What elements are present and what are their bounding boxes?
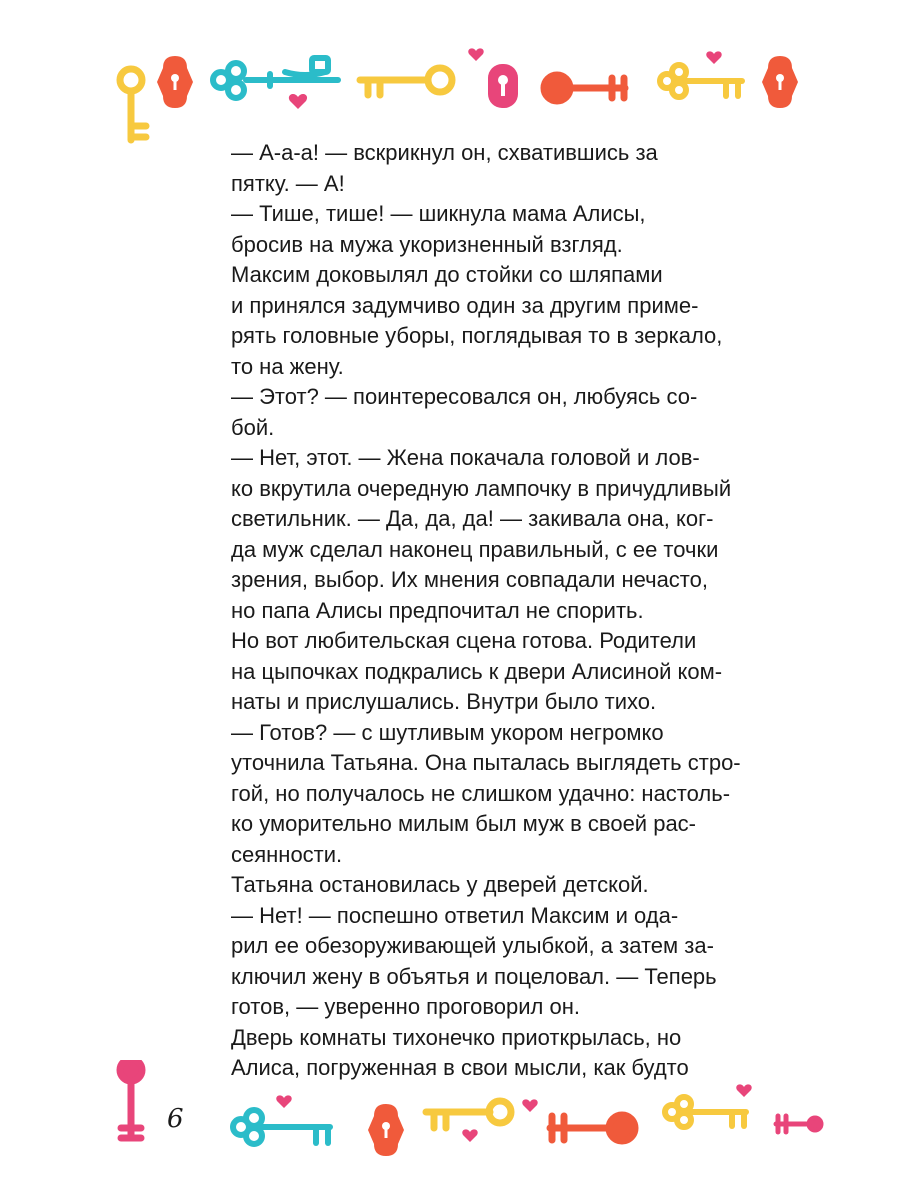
key-icon <box>120 69 146 140</box>
heart-icon <box>522 1099 537 1112</box>
key-icon <box>550 1115 635 1141</box>
key-icon <box>660 65 742 97</box>
key-icon <box>360 68 452 95</box>
paragraph: Но вот любительская сцена готова. Родители на цыпочках подкрались к двери Алисиной ком- наты и прислушались. Внутри было тихо. <box>231 628 723 714</box>
keyhole-icon <box>762 56 798 108</box>
keyhole-icon <box>488 64 518 108</box>
key-icon <box>120 1060 142 1138</box>
page-number: 6 <box>167 1104 184 1134</box>
heart-icon <box>289 94 307 109</box>
heart-icon <box>462 1129 477 1142</box>
keyhole-icon <box>157 56 193 108</box>
key-icon <box>426 1101 511 1128</box>
paragraph: — Нет, этот. — Жена покачала головой и лов- ко вкрутила очередную лампочку в причудливый светильник. — Да, да, да! — закивала она, ког- да муж сделал наконец правильный, с ее точки зрения, выбор. Их мнения совпадали нечасто, но папа Алисы предпочитал не спорить. <box>231 445 732 623</box>
paragraph: — Тише, тише! — шикнула мама Алисы, бросив на мужа укоризненный взгляд. <box>231 201 646 257</box>
key-icon <box>776 1116 821 1132</box>
story-text <box>193 138 756 1084</box>
heart-icon <box>276 1095 291 1108</box>
key-icon <box>665 1097 746 1127</box>
key-icon <box>544 75 625 101</box>
key-icon <box>233 1110 330 1144</box>
bottom-key-border <box>0 1060 900 1180</box>
paragraph: Максим доковылял до стойки со шляпами и принялся задумчиво один за другим приме- рять головные уборы, поглядывая то в зеркало, то на жену. <box>231 262 723 379</box>
heart-icon <box>706 51 721 64</box>
heart-icon <box>736 1084 751 1097</box>
paragraph: — Нет! — поспешно ответил Максим и ода- рил ее обезоруживающей улыбкой, а затем за- ключил жену в объятья и поцеловал. — Теперь готов, — уверенно проговорил он. <box>231 902 717 1019</box>
paragraph: Дверь комнаты тихонечко приоткрылась, но Алиса, погруженная в свои мысли, как будто <box>231 1024 689 1080</box>
paragraph: — Этот? — поинтересовался он, любуясь со- бой. <box>231 384 698 440</box>
keyhole-icon <box>368 1104 404 1156</box>
key-icon <box>213 58 338 98</box>
heart-icon <box>468 48 483 61</box>
paragraph: Татьяна остановилась у дверей детской. <box>231 872 649 897</box>
paragraph: — Готов? — с шутливым укором негромко уточнила Татьяна. Она пыталась выглядеть стро- гой, но получалось не слишком удачно: настоль- ко уморительно милым был муж в своей рас- сеянности. <box>231 719 741 867</box>
paragraph: — А-а-а! — вскрикнул он, схватившись за пятку. — А! <box>231 140 658 196</box>
